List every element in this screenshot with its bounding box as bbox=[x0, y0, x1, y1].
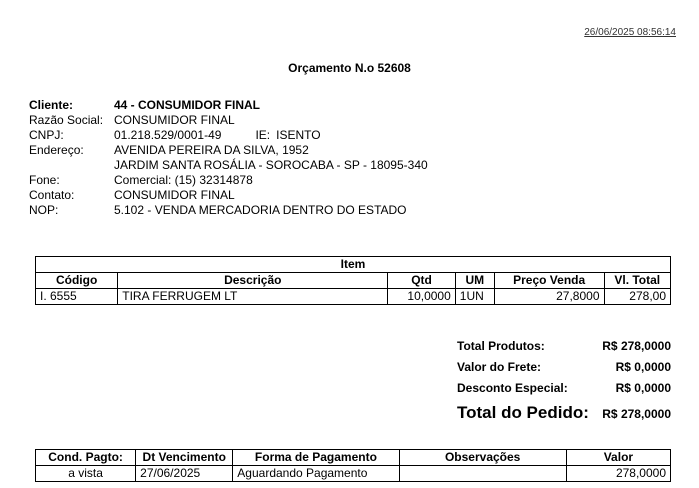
phone-value: Comercial: (15) 32314878 bbox=[114, 173, 253, 187]
item-descricao: TIRA FERRUGEM LT bbox=[118, 289, 388, 305]
nop-label: NOP: bbox=[29, 203, 59, 217]
page-title: Orçamento N.o 52608 bbox=[288, 61, 411, 75]
table-row bbox=[36, 466, 671, 482]
column-header-qtd: Qtd bbox=[388, 273, 456, 289]
total-produtos-row bbox=[457, 335, 671, 356]
total-pedido-label: Total do Pedido: bbox=[457, 403, 589, 422]
total-produtos-label: Total Produtos: bbox=[457, 339, 545, 353]
print-timestamp: 26/06/2025 08:56:14 bbox=[584, 27, 676, 38]
column-header-vl-total: Vl. Total bbox=[604, 273, 671, 289]
phone-label: Fone: bbox=[29, 173, 60, 187]
phone-row bbox=[29, 173, 428, 188]
items-header: Item bbox=[36, 257, 671, 273]
item-qtd: 10,0000 bbox=[388, 289, 456, 305]
contact-row bbox=[29, 188, 428, 203]
address-line-1: AVENIDA PEREIRA DA SILVA, 1952 bbox=[114, 143, 309, 157]
ie-label: IE: bbox=[255, 128, 271, 142]
razao-row bbox=[29, 113, 428, 128]
items-table bbox=[35, 256, 671, 305]
contact-label: Contato: bbox=[29, 188, 75, 202]
payment-forma: Aguardando Pagamento bbox=[233, 466, 399, 482]
payment-cond: a vista bbox=[36, 466, 136, 482]
razao-label: Razão Social: bbox=[29, 113, 104, 127]
column-header-preco-venda: Preço Venda bbox=[494, 273, 604, 289]
item-preco-venda: 27,8000 bbox=[494, 289, 604, 305]
table-row bbox=[36, 289, 671, 305]
ie-value: ISENTO bbox=[276, 128, 321, 142]
client-label: Cliente: bbox=[29, 98, 74, 112]
column-header-descricao: Descrição bbox=[118, 273, 388, 289]
cnpj-label: CNPJ: bbox=[29, 128, 64, 142]
totals-block bbox=[457, 335, 671, 423]
payment-vencimento: 27/06/2025 bbox=[136, 466, 233, 482]
client-info bbox=[29, 98, 428, 218]
address-row-2 bbox=[29, 158, 428, 173]
item-vl-total: 278,00 bbox=[604, 289, 671, 305]
desconto-value: R$ 0,0000 bbox=[615, 381, 671, 395]
item-codigo: I. 6555 bbox=[36, 289, 118, 305]
cnpj-value: 01.218.529/0001-49 bbox=[114, 128, 222, 142]
frete-label: Valor do Frete: bbox=[457, 360, 542, 374]
address-label: Endereço: bbox=[29, 143, 84, 157]
payments-table bbox=[35, 449, 671, 482]
column-header-observacoes: Observações bbox=[399, 450, 566, 466]
client-value: 44 - CONSUMIDOR FINAL bbox=[114, 98, 261, 112]
desconto-row bbox=[457, 377, 671, 398]
address-line-2: JARDIM SANTA ROSÁLIA - SOROCABA - SP - 18095-340 bbox=[114, 158, 428, 172]
nop-row bbox=[29, 203, 428, 218]
razao-value: CONSUMIDOR FINAL bbox=[114, 113, 235, 127]
column-header-cond-pagto: Cond. Pagto: bbox=[36, 450, 136, 466]
total-produtos-value: R$ 278,0000 bbox=[602, 339, 671, 353]
column-header-dt-vencimento: Dt Vencimento bbox=[136, 450, 233, 466]
cnpj-row bbox=[29, 128, 428, 143]
column-header-codigo: Código bbox=[36, 273, 118, 289]
column-header-valor: Valor bbox=[566, 450, 670, 466]
frete-value: R$ 0,0000 bbox=[615, 360, 671, 374]
address-row bbox=[29, 143, 428, 158]
client-row bbox=[29, 98, 428, 113]
payment-valor: 278,0000 bbox=[566, 466, 670, 482]
payment-observacoes bbox=[399, 466, 566, 482]
desconto-label: Desconto Especial: bbox=[457, 381, 568, 395]
frete-row bbox=[457, 356, 671, 377]
nop-value: 5.102 - VENDA MERCADORIA DENTRO DO ESTADO bbox=[114, 203, 407, 217]
items-column-headers bbox=[36, 273, 671, 289]
item-um: 1UN bbox=[455, 289, 494, 305]
total-pedido-row bbox=[457, 398, 671, 423]
payments-column-headers bbox=[36, 450, 671, 466]
contact-value: CONSUMIDOR FINAL bbox=[114, 188, 235, 202]
column-header-um: UM bbox=[455, 273, 494, 289]
column-header-forma-pagamento: Forma de Pagamento bbox=[233, 450, 399, 466]
total-pedido-value: R$ 278,0000 bbox=[602, 407, 671, 421]
